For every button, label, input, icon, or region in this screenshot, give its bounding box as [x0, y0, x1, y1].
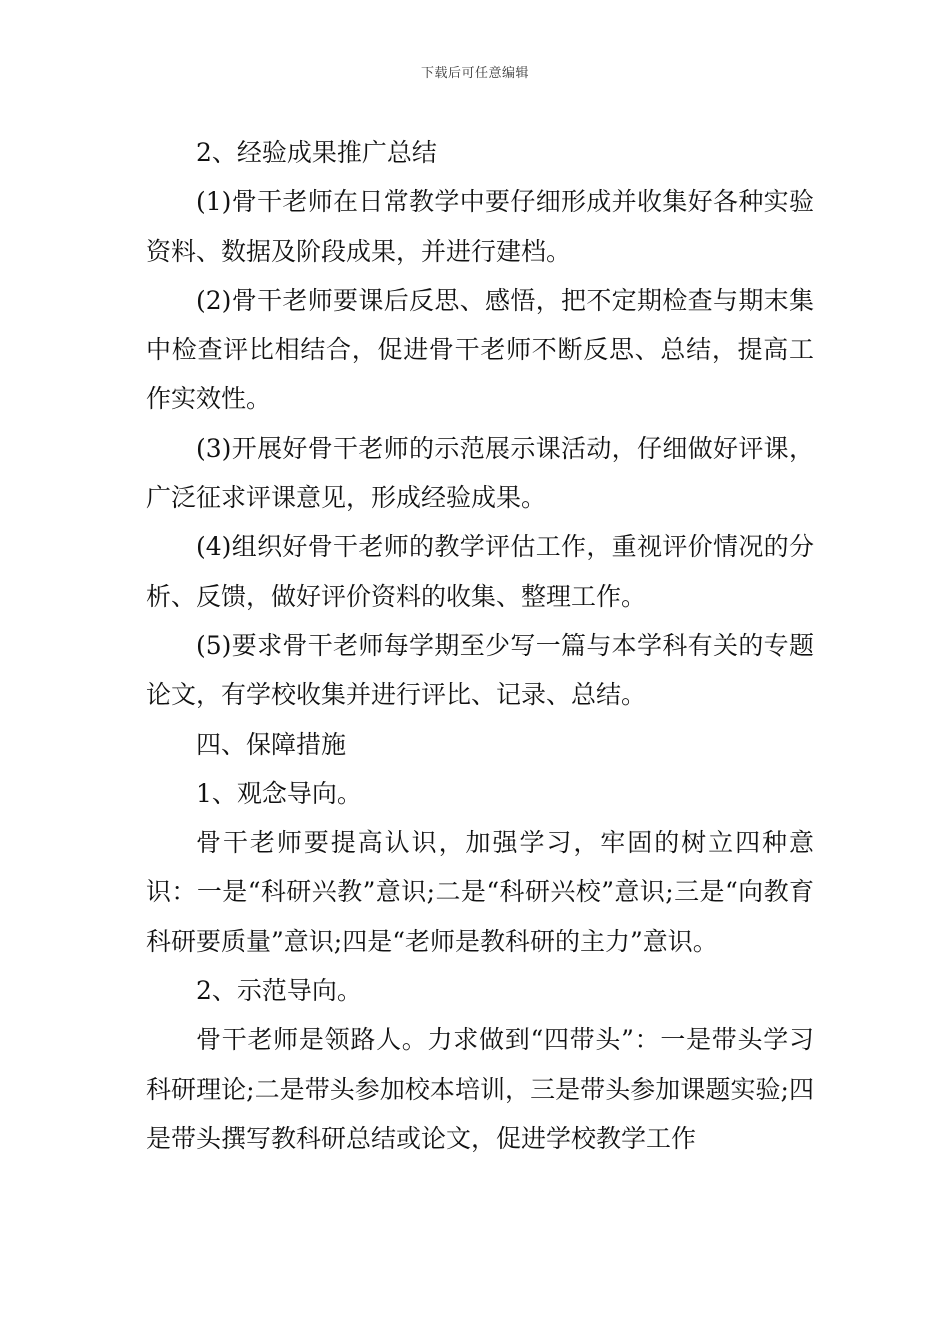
paragraph-item-3: (3)开展好骨干老师的示范展示课活动，仔细做好评课，广泛征求评课意见，形成经验成果。 — [146, 433, 814, 513]
subheading-concept-guidance: 1、观念导向。 — [196, 778, 362, 808]
section-heading-safeguards: 四、保障措施 — [196, 729, 347, 759]
paragraph-demonstration-guidance: 骨干老师是领路人。力求做到“四带头”：一是带头学习科研理论;二是带头参加校本培训，三是带头参加课题实验;四是带头撰写教科研总结或论文，促进学校教学工作 — [146, 1025, 814, 1153]
page-header: 下载后可任意编辑 — [420, 66, 529, 81]
paragraph-item-1: (1)骨干老师在日常教学中要仔细形成并收集好各种实验资料、数据及阶段成果，并进行建档。 — [146, 187, 814, 266]
paragraph-item-5: (5)要求骨干老师每学期至少写一篇与本学科有关的专题论文，有学校收集并进行评比、记录、总结。 — [146, 630, 814, 710]
subheading-demonstration-guidance: 2、示范导向。 — [196, 976, 362, 1006]
paragraph-item-4: (4)组织好骨干老师的教学评估工作，重视评价情况的分析、反馈，做好评价资料的收集、整理工作。 — [146, 532, 814, 611]
document-body — [146, 128, 814, 1163]
paragraph-item-2: (2)骨干老师要课后反思、感悟，把不定期检查与期末集中检查评比相结合，促进骨干老师不断反思、总结，提高工作实效性。 — [146, 285, 814, 414]
paragraph-concept-guidance: 骨干老师要提高认识，加强学习，牢固的树立四种意识：一是“科研兴教”意识;二是“科研兴校”意识;三是“向教育科研要质量”意识;四是“老师是教科研的主力”意识。 — [146, 828, 814, 956]
section-heading-experience-summary: 2、经验成果推广总结 — [196, 138, 437, 167]
